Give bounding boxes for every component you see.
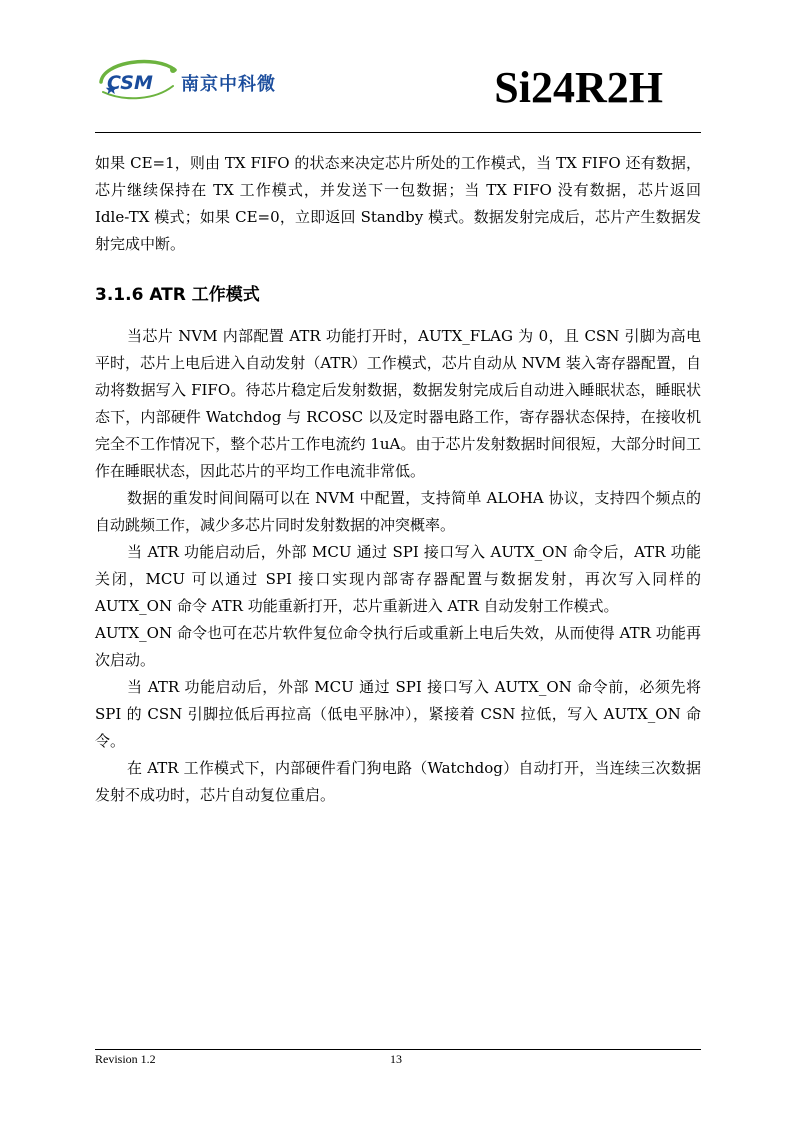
paragraph-watchdog: 在 ATR 工作模式下，内部硬件看门狗电路（Watchdog）自动打开，当连续三次数据发射不成功时，芯片自动复位重启。 [95,759,701,804]
page-number: 13 [390,1052,402,1066]
product-title: Si24R2H [494,63,663,112]
csm-logo [95,56,179,102]
header-divider [95,132,701,133]
paragraph-autx-on: 当 ATR 功能启动后，外部 MCU 通过 SPI 接口写入 AUTX_ON 命令后，ATR 功能关闭，MCU 可以通过 SPI 接口实现内部寄存器配置与数据发射，再次写入同样的 AUTX_ON 命令 ATR 功能重新打开，芯片重新进入 ATR 自动发射工作模式。 [95,543,701,615]
paragraph-autx-reset: AUTX_ON 命令也可在芯片软件复位命令执行后或重新上电后失效，从而使得 ATR 功能再次启动。 [95,624,701,669]
paragraph-csn-pulse: 当 ATR 功能启动后，外部 MCU 通过 SPI 接口写入 AUTX_ON 命令前，必须先将 SPI 的 CSN 引脚拉低后再拉高（低电平脉冲），紧接着 CSN 拉低，写入 AUTX_ON 命令。 [95,678,701,750]
logo-text: CSM [107,72,153,94]
section-heading: 3.1.6 ATR 工作模式 [95,285,260,305]
document-body [95,150,701,809]
paragraph-atr-intro: 当芯片 NVM 内部配置 ATR 功能打开时，AUTX_FLAG 为 0，且 CSN 引脚为高电平时，芯片上电后进入自动发射（ATR）工作模式，芯片自动从 NVM 装入寄存器配置，自动将数据写入 FIFO。待芯片稳定后发射数据，数据发射完成后自动进入睡眠状态，睡眠状态下，内部硬件 Watchdog 与 RCOSC 以及定时器电路工作，寄存器状态保持，在接收机完全不工作情况下，整个芯片工作电流约 1uA。由于芯片发射数据时间很短，大部分时间工作在睡眠状态，因此芯片的平均工作电流非常低。 [95,327,701,480]
paragraph-aloha: 数据的重发时间间隔可以在 NVM 中配置，支持简单 ALOHA 协议，支持四个频点的自动跳频工作，减少多芯片同时发射数据的冲突概率。 [95,489,701,534]
revision-label: Revision 1.2 [95,1052,156,1066]
page-header [95,52,701,134]
company-name: 南京中科微 [181,74,276,95]
footer-divider [95,1049,701,1050]
paragraph-tx-fifo: 如果 CE=1，则由 TX FIFO 的状态来决定芯片所处的工作模式，当 TX FIFO 还有数据，芯片继续保持在 TX 工作模式，并发送下一包数据；当 TX FIFO 没有数据，芯片返回 Idle-TX 模式；如果 CE=0，立即返回 Standby 模式。数据发射完成后，芯片产生数据发射完成中断。 [95,154,701,253]
